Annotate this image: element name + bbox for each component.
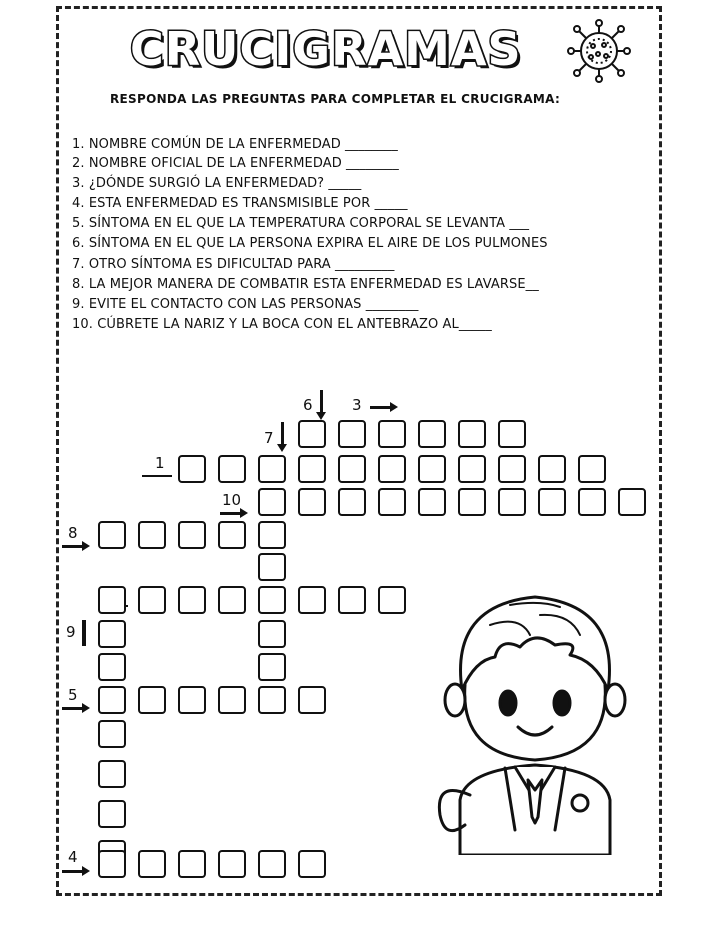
crossword-cell[interactable] bbox=[258, 455, 286, 483]
crossword-cell[interactable] bbox=[458, 455, 486, 483]
question-10: 10. CÚBRETE LA NARIZ Y LA BOCA CON EL ANTEBRAZO AL_____ bbox=[72, 317, 492, 332]
crossword-cell[interactable] bbox=[98, 720, 126, 748]
underline-1 bbox=[142, 475, 172, 477]
crossword-cell[interactable] bbox=[298, 850, 326, 878]
crossword-cell[interactable] bbox=[218, 850, 246, 878]
question-3: 3. ¿DÓNDE SURGIÓ LA ENFERMEDAD? _____ bbox=[72, 176, 362, 191]
crossword-cell[interactable] bbox=[418, 455, 446, 483]
crossword-cell[interactable] bbox=[178, 686, 206, 714]
crossword-cell[interactable] bbox=[98, 586, 126, 614]
crossword-cell[interactable] bbox=[218, 586, 246, 614]
question-6: 6. SÍNTOMA EN EL QUE LA PERSONA EXPIRA EL AIRE DE LOS PULMONES bbox=[72, 236, 548, 251]
question-5: 5. SÍNTOMA EN EL QUE LA TEMPERATURA CORPORAL SE LEVANTA ___ bbox=[72, 216, 530, 231]
arrow-right-4 bbox=[62, 870, 84, 873]
crossword-cell[interactable] bbox=[258, 488, 286, 516]
crossword-cell[interactable] bbox=[338, 488, 366, 516]
question-1: 1. NOMBRE COMÚN DE LA ENFERMEDAD ________ bbox=[72, 137, 398, 152]
crossword-cell[interactable] bbox=[298, 586, 326, 614]
crossword-cell[interactable] bbox=[338, 455, 366, 483]
crossword-cell[interactable] bbox=[258, 686, 286, 714]
crossword-cell[interactable] bbox=[98, 760, 126, 788]
clue-number-10: 10 bbox=[222, 491, 242, 509]
question-2: 2. NOMBRE OFICIAL DE LA ENFERMEDAD ________ bbox=[72, 156, 399, 171]
question-4: 4. ESTA ENFERMEDAD ES TRANSMISIBLE POR _____ bbox=[72, 196, 408, 211]
crossword-cell[interactable] bbox=[498, 455, 526, 483]
crossword-cell[interactable] bbox=[418, 488, 446, 516]
question-9: 9. EVITE EL CONTACTO CON LAS PERSONAS ________ bbox=[72, 297, 419, 312]
clue-number-5: 5 bbox=[68, 686, 78, 704]
clue-number-6: 6 bbox=[303, 396, 313, 414]
crossword-cell[interactable] bbox=[258, 521, 286, 549]
clue-number-9: 9 bbox=[66, 623, 76, 641]
crossword-cell[interactable] bbox=[578, 488, 606, 516]
crossword-cell[interactable] bbox=[538, 455, 566, 483]
crossword-cell[interactable] bbox=[178, 850, 206, 878]
marker-9 bbox=[82, 620, 86, 646]
instructions: RESPONDA LAS PREGUNTAS PARA COMPLETAR EL CRUCIGRAMA: bbox=[110, 92, 561, 106]
crossword-cell[interactable] bbox=[98, 686, 126, 714]
crossword-cell[interactable] bbox=[338, 586, 366, 614]
clue-number-7: 7 bbox=[264, 429, 274, 447]
crossword-cell[interactable] bbox=[618, 488, 646, 516]
crossword-cell[interactable] bbox=[298, 488, 326, 516]
crossword-cell[interactable] bbox=[178, 455, 206, 483]
crossword-cell[interactable] bbox=[138, 686, 166, 714]
virus-icon bbox=[566, 18, 632, 84]
crossword-cell[interactable] bbox=[418, 420, 446, 448]
page-title: CRUCIGRAMAS bbox=[130, 22, 522, 76]
crossword-cell[interactable] bbox=[258, 586, 286, 614]
crossword-cell[interactable] bbox=[378, 420, 406, 448]
crossword-cell[interactable] bbox=[578, 455, 606, 483]
clue-number-8: 8 bbox=[68, 524, 78, 542]
crossword-cell[interactable] bbox=[98, 620, 126, 648]
crossword-cell[interactable] bbox=[98, 800, 126, 828]
crossword-cell[interactable] bbox=[458, 420, 486, 448]
crossword-cell[interactable] bbox=[218, 455, 246, 483]
arrow-down-7 bbox=[281, 422, 284, 446]
crossword-cell[interactable] bbox=[258, 620, 286, 648]
crossword-cell[interactable] bbox=[298, 455, 326, 483]
clue-number-3: 3 bbox=[352, 396, 362, 414]
crossword-cell[interactable] bbox=[98, 653, 126, 681]
arrow-right-8 bbox=[62, 545, 84, 548]
crossword-cell[interactable] bbox=[258, 653, 286, 681]
crossword-cell[interactable] bbox=[378, 586, 406, 614]
crossword-cell[interactable] bbox=[218, 521, 246, 549]
crossword-cell[interactable] bbox=[138, 850, 166, 878]
crossword-cell[interactable] bbox=[218, 686, 246, 714]
crossword-cell[interactable] bbox=[298, 686, 326, 714]
crossword-cell[interactable] bbox=[138, 521, 166, 549]
clue-number-4: 4 bbox=[68, 848, 78, 866]
doctor-illustration bbox=[420, 585, 650, 855]
arrow-down-6 bbox=[320, 390, 323, 414]
crossword-cell[interactable] bbox=[338, 420, 366, 448]
crossword-cell[interactable] bbox=[98, 521, 126, 549]
crossword-cell[interactable] bbox=[458, 488, 486, 516]
crossword-cell[interactable] bbox=[378, 455, 406, 483]
crossword-cell[interactable] bbox=[178, 586, 206, 614]
arrow-right-3 bbox=[370, 406, 392, 409]
question-8: 8. LA MEJOR MANERA DE COMBATIR ESTA ENFERMEDAD ES LAVARSE__ bbox=[72, 277, 539, 292]
crossword-cell[interactable] bbox=[258, 850, 286, 878]
arrow-right-5 bbox=[62, 707, 84, 710]
arrow-right-10 bbox=[220, 512, 242, 515]
clue-number-1: 1 bbox=[155, 454, 165, 472]
crossword-cell[interactable] bbox=[138, 586, 166, 614]
crossword-cell[interactable] bbox=[498, 488, 526, 516]
crossword-cell[interactable] bbox=[98, 850, 126, 878]
crossword-cell[interactable] bbox=[498, 420, 526, 448]
question-7: 7. OTRO SÍNTOMA ES DIFICULTAD PARA _________ bbox=[72, 257, 395, 272]
crossword-cell[interactable] bbox=[258, 553, 286, 581]
crossword-cell[interactable] bbox=[538, 488, 566, 516]
crossword-cell[interactable] bbox=[178, 521, 206, 549]
crossword-cell[interactable] bbox=[378, 488, 406, 516]
crossword-cell[interactable] bbox=[298, 420, 326, 448]
